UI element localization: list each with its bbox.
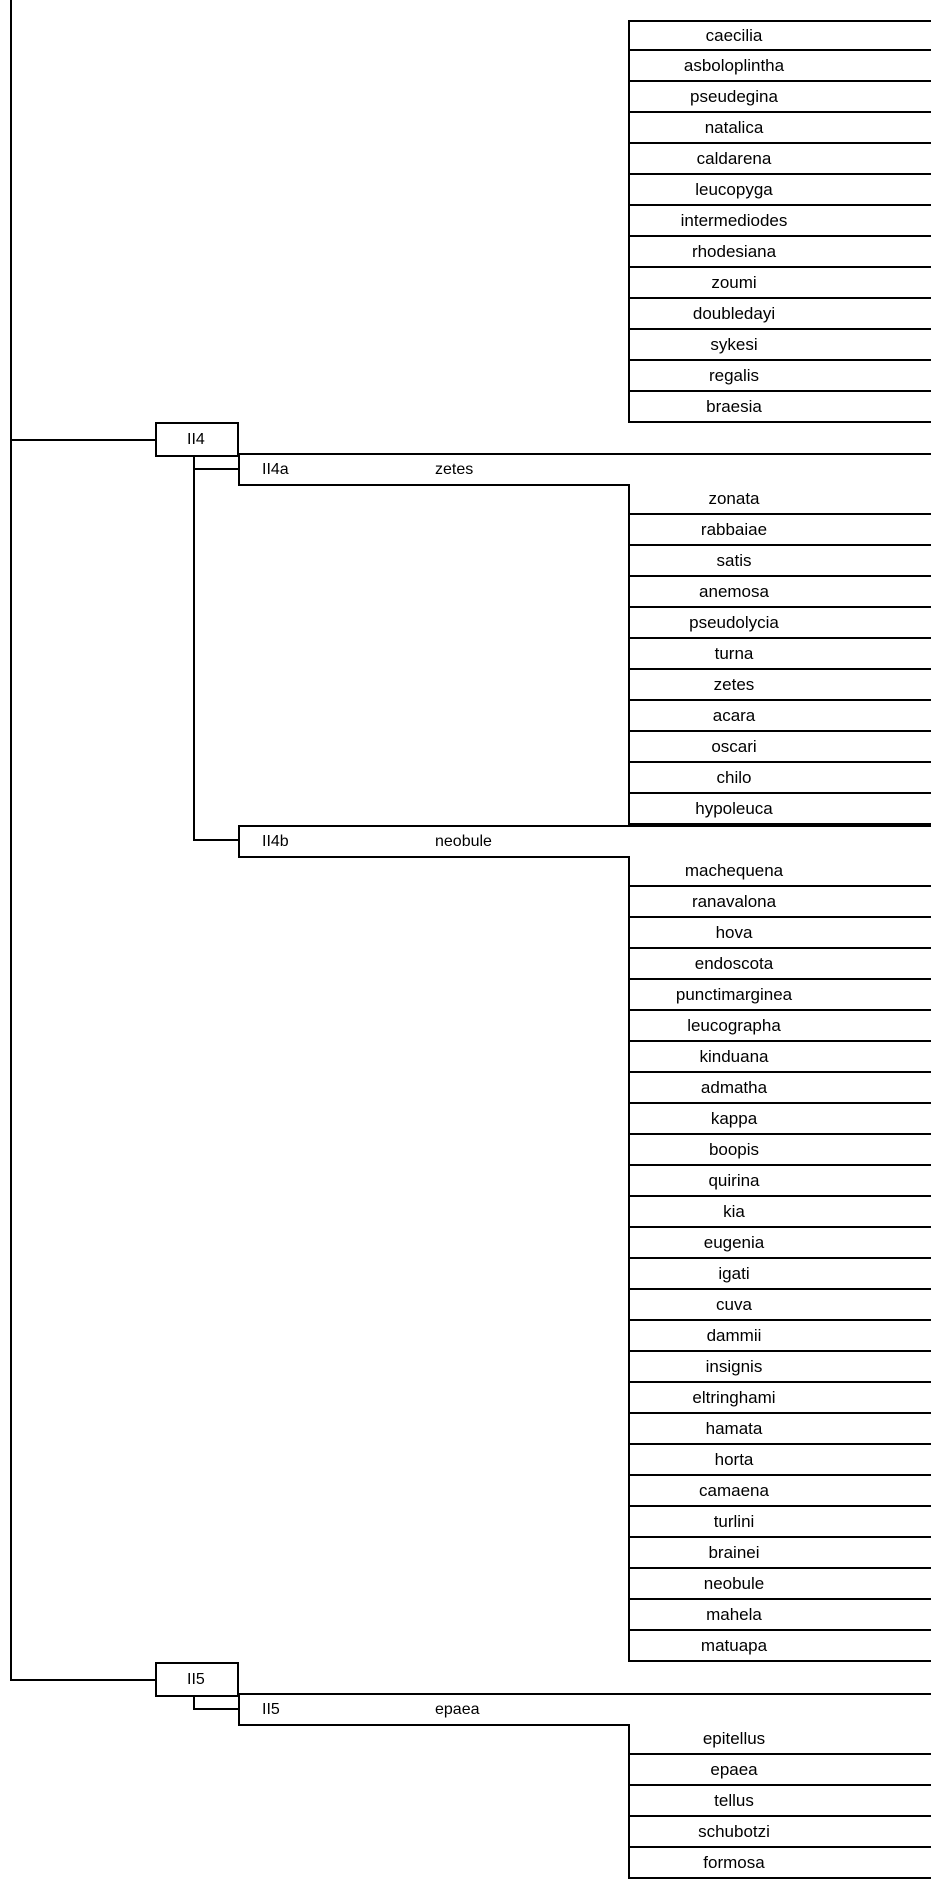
species-item: admatha: [630, 1073, 931, 1104]
species-item: pseudolycia: [630, 608, 931, 639]
subgroup-code: II4a: [262, 460, 289, 478]
species-item: asboloplintha: [630, 51, 931, 82]
species-item: schubotzi: [630, 1817, 931, 1848]
species-item: zonata: [630, 484, 931, 515]
species-item: zetes: [630, 670, 931, 701]
connector-line: [10, 439, 155, 441]
species-list-ii4b: [628, 856, 931, 1662]
species-item: hypoleuca: [630, 794, 931, 825]
species-item: formosa: [630, 1848, 931, 1879]
species-item: eltringhami: [630, 1383, 931, 1414]
species-item: machequena: [630, 856, 931, 887]
species-item: insignis: [630, 1352, 931, 1383]
species-item: doubledayi: [630, 299, 931, 330]
subgroup-header-extension: [628, 453, 931, 486]
connector-line: [10, 1679, 155, 1681]
species-list-ii4a: [628, 484, 931, 825]
species-list-ii5: [628, 1724, 931, 1879]
species-item: pseudegina: [630, 82, 931, 113]
species-item: dammii: [630, 1321, 931, 1352]
species-item: kia: [630, 1197, 931, 1228]
species-item: neobule: [630, 1569, 931, 1600]
species-item: camaena: [630, 1476, 931, 1507]
species-item: oscari: [630, 732, 931, 763]
species-list-top: [628, 20, 931, 423]
species-item: boopis: [630, 1135, 931, 1166]
species-item: acara: [630, 701, 931, 732]
species-item: zoumi: [630, 268, 931, 299]
species-item: punctimarginea: [630, 980, 931, 1011]
species-item: quirina: [630, 1166, 931, 1197]
subgroup-name: neobule: [435, 832, 492, 850]
species-item: anemosa: [630, 577, 931, 608]
species-item: cuva: [630, 1290, 931, 1321]
species-item: leucopyga: [630, 175, 931, 206]
group-label: II5: [187, 1670, 205, 1688]
subgroup-header-extension: [628, 825, 931, 858]
species-item: hamata: [630, 1414, 931, 1445]
subgroup-name: epaea: [435, 1700, 480, 1718]
species-item: satis: [630, 546, 931, 577]
species-item: rhodesiana: [630, 237, 931, 268]
species-item: braesia: [630, 392, 931, 423]
connector-line: [193, 457, 195, 840]
group-box-ii4: [155, 422, 239, 457]
species-item: caldarena: [630, 144, 931, 175]
subgroup-header-ii5: [238, 1693, 630, 1726]
connector-line: [193, 468, 238, 470]
species-item: rabbaiae: [630, 515, 931, 546]
species-item: hova: [630, 918, 931, 949]
subgroup-header-extension: [628, 1693, 931, 1726]
species-item: kappa: [630, 1104, 931, 1135]
species-item: natalica: [630, 113, 931, 144]
connector-line: [193, 1708, 238, 1710]
species-item: leucographa: [630, 1011, 931, 1042]
species-item: horta: [630, 1445, 931, 1476]
group-label: II4: [187, 430, 205, 448]
species-item: turna: [630, 639, 931, 670]
species-item: brainei: [630, 1538, 931, 1569]
species-item: mahela: [630, 1600, 931, 1631]
subgroup-header-ii4b: [238, 825, 630, 858]
species-item: igati: [630, 1259, 931, 1290]
species-item: sykesi: [630, 330, 931, 361]
species-item: eugenia: [630, 1228, 931, 1259]
species-item: epaea: [630, 1755, 931, 1786]
species-item: intermediodes: [630, 206, 931, 237]
species-item: caecilia: [630, 20, 931, 51]
group-box-ii5: [155, 1662, 239, 1697]
species-item: ranavalona: [630, 887, 931, 918]
subgroup-name: zetes: [435, 460, 474, 478]
species-item: chilo: [630, 763, 931, 794]
subgroup-code: II5: [262, 1700, 280, 1718]
subgroup-code: II4b: [262, 832, 289, 850]
connector-line: [193, 839, 238, 841]
species-item: tellus: [630, 1786, 931, 1817]
subgroup-header-ii4a: [238, 453, 630, 486]
species-item: regalis: [630, 361, 931, 392]
species-item: kinduana: [630, 1042, 931, 1073]
species-item: endoscota: [630, 949, 931, 980]
species-item: matuapa: [630, 1631, 931, 1662]
main-trunk-line: [10, 0, 12, 1681]
species-item: epitellus: [630, 1724, 931, 1755]
species-item: turlini: [630, 1507, 931, 1538]
